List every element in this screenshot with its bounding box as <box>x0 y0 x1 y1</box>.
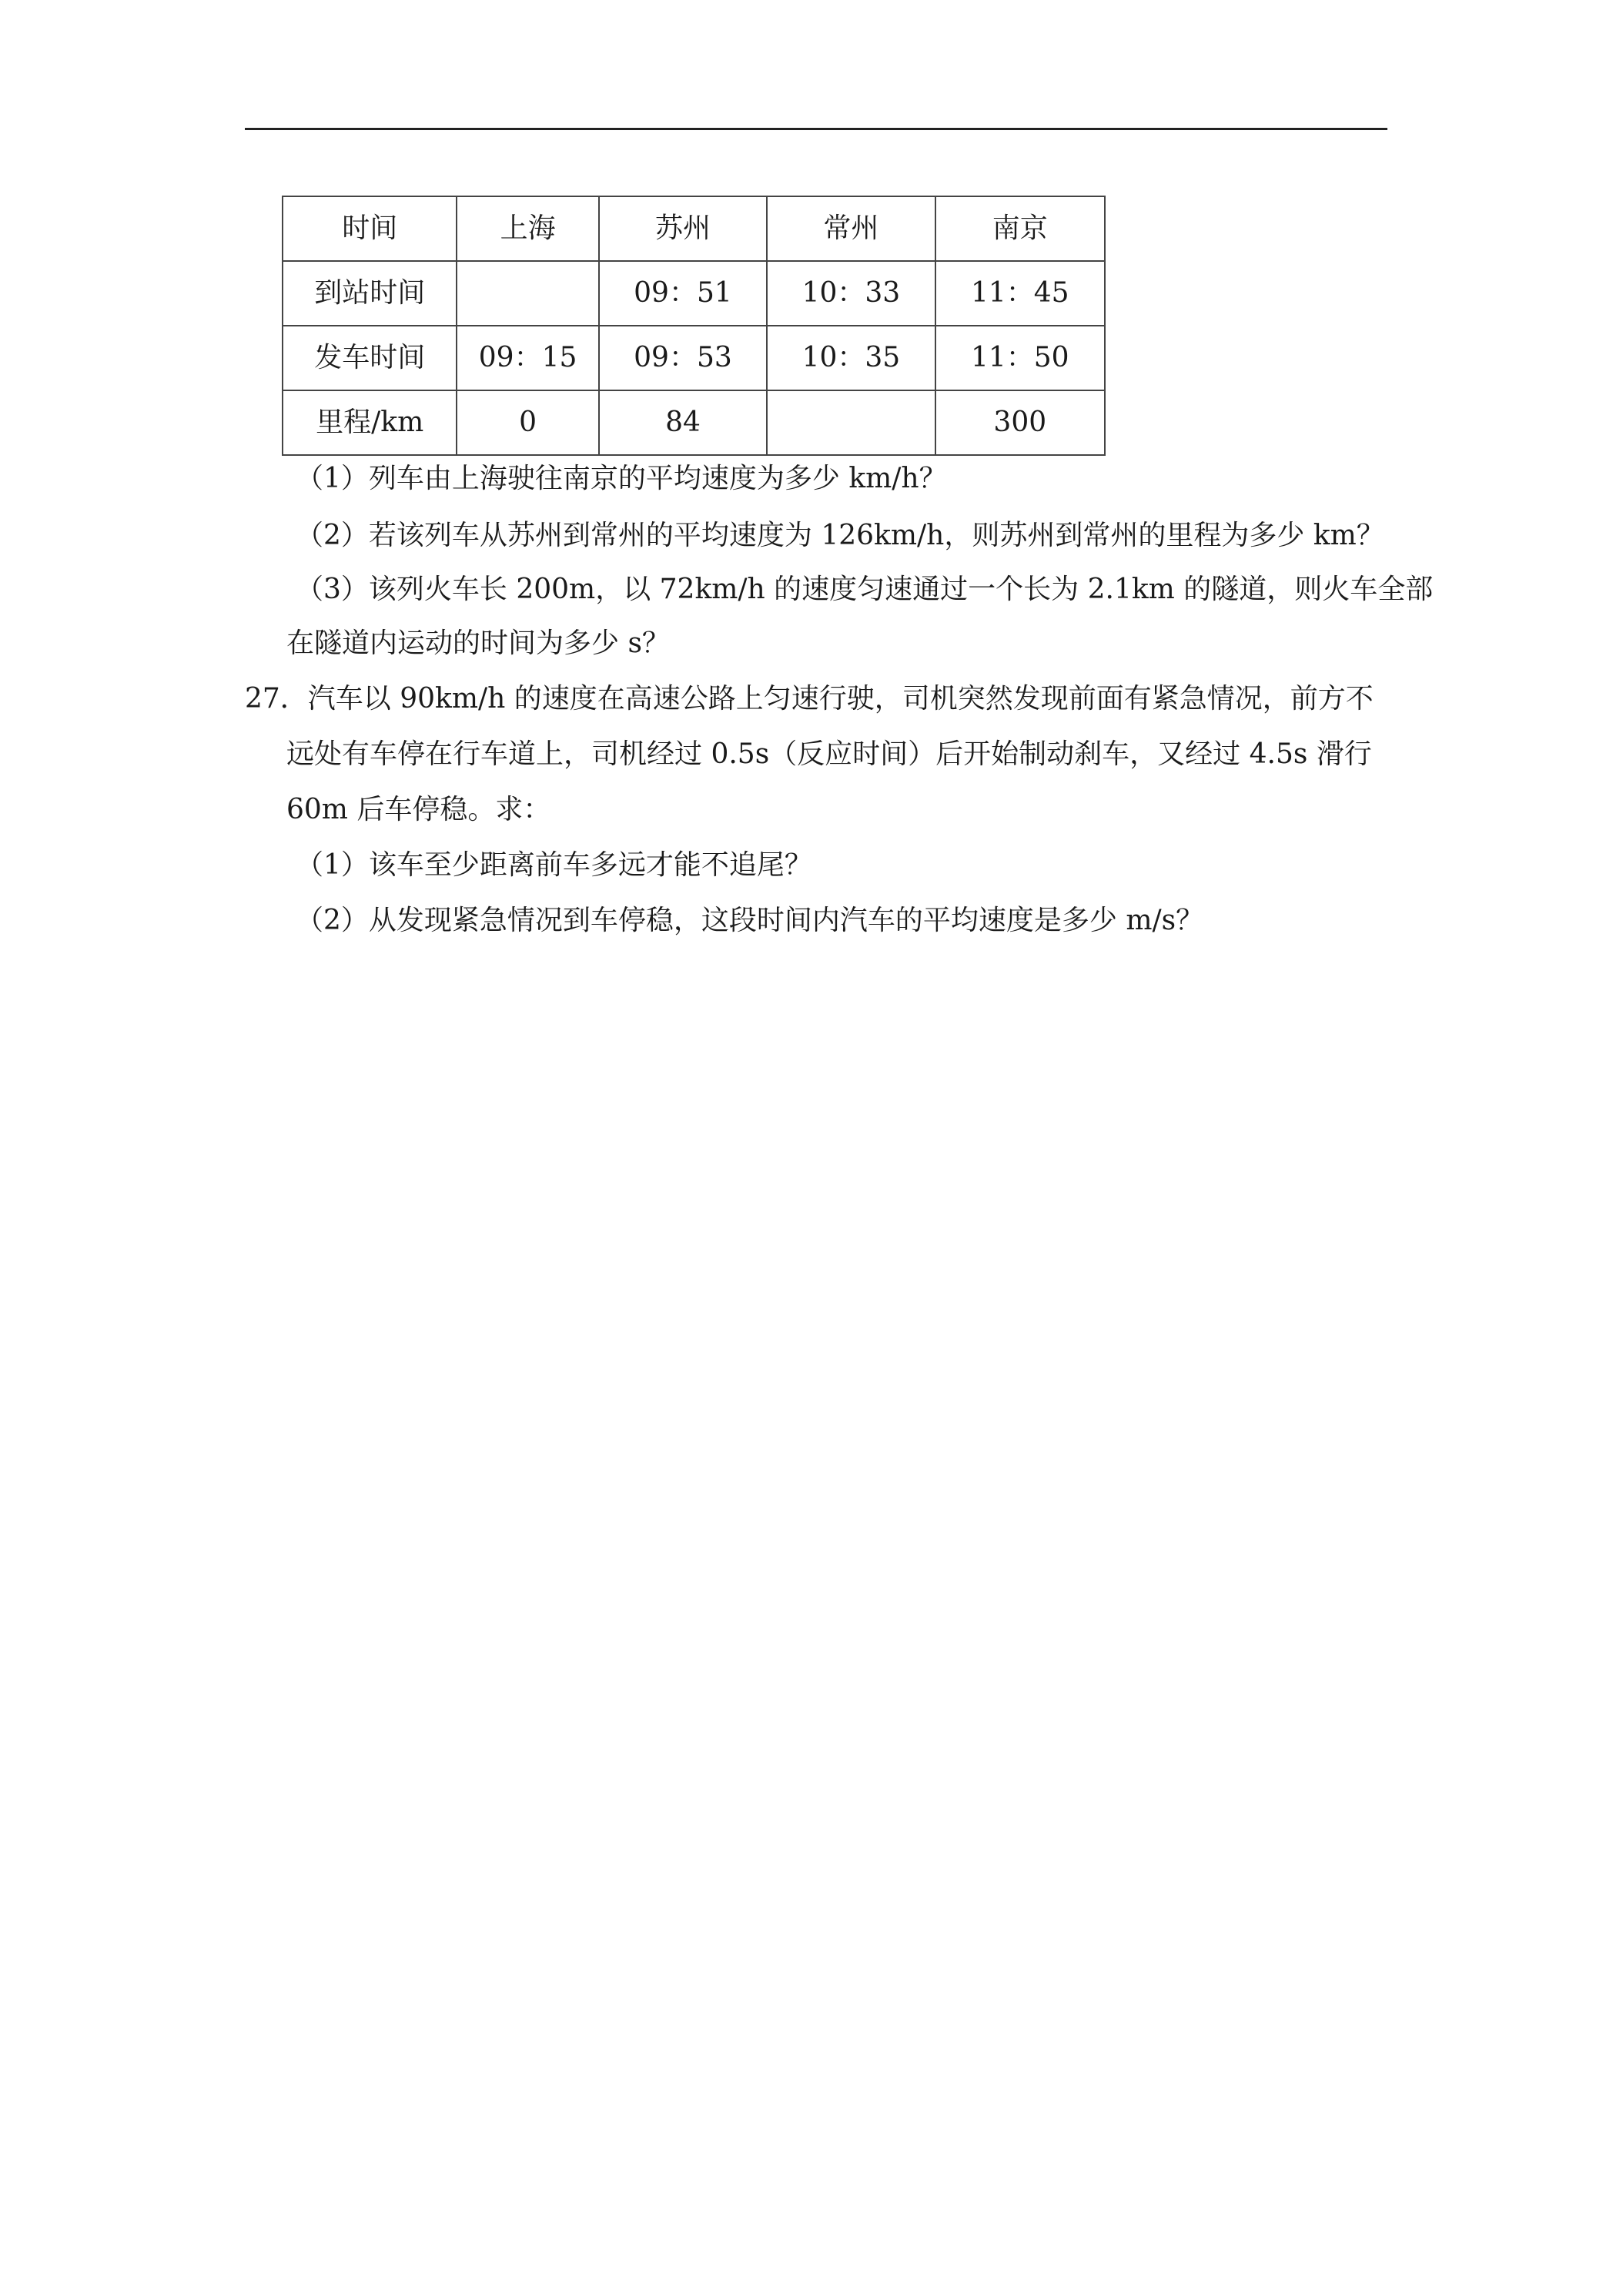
table-row <box>283 196 1105 261</box>
table-cell: 常州 <box>767 196 935 261</box>
q26-sub2-text: （2）若该列车从苏州到常州的平均速度为 126km/h，则苏州到常州的里程为多少 km？ <box>296 520 1384 551</box>
table-row <box>283 326 1105 390</box>
q26-sub3-continuation: 在隧道内运动的时间为多少 s？ <box>286 628 670 659</box>
table-cell: 上海 <box>457 196 598 261</box>
q27-sub2-text: （2）从发现紧急情况到车停稳，这段时间内汽车的平均速度是多少 m/s？ <box>296 905 1204 936</box>
table-cell: 84 <box>599 390 767 455</box>
q27-stem-line2: 远处有车停在行车道上，司机经过 0.5s（反应时间）后开始制动刹车，又经过 4.5s 滑行 <box>286 738 1372 770</box>
table-cell <box>767 390 935 455</box>
table-cell: 11：45 <box>935 261 1105 326</box>
table-cell: 300 <box>935 390 1105 455</box>
table-cell <box>457 261 598 326</box>
q27-stem-line3: 60m 后车停稳。求： <box>286 794 551 825</box>
q27-sub1-text: （1）该车至少距离前车多远才能不追尾？ <box>296 849 812 881</box>
table-cell: 09：51 <box>599 261 767 326</box>
table-cell: 里程/km <box>283 390 457 455</box>
table-cell: 发车时间 <box>283 326 457 390</box>
header-rule <box>245 128 1387 130</box>
table-cell: 南京 <box>935 196 1105 261</box>
q26-sub1-text: （1）列车由上海驶往南京的平均速度为多少 km/h？ <box>296 463 947 494</box>
table-row <box>283 261 1105 326</box>
table-cell: 11：50 <box>935 326 1105 390</box>
table-cell: 09：15 <box>457 326 598 390</box>
table-row <box>283 390 1105 455</box>
table-cell: 10：35 <box>767 326 935 390</box>
table-cell: 10：33 <box>767 261 935 326</box>
table-cell: 苏州 <box>599 196 767 261</box>
q26-sub3-text: （3）该列火车长 200m，以 72km/h 的速度匀速通过一个长为 2.1km 的隧道，则火车全部 <box>296 574 1434 605</box>
table-cell: 到站时间 <box>283 261 457 326</box>
q27-stem-line1: 27．汽车以 90km/h 的速度在高速公路上匀速行驶，司机突然发现前面有紧急情况，前方不 <box>245 683 1374 715</box>
table-cell: 09：53 <box>599 326 767 390</box>
table-cell: 时间 <box>283 196 457 261</box>
table-cell: 0 <box>457 390 598 455</box>
train-schedule-table <box>282 196 1106 456</box>
